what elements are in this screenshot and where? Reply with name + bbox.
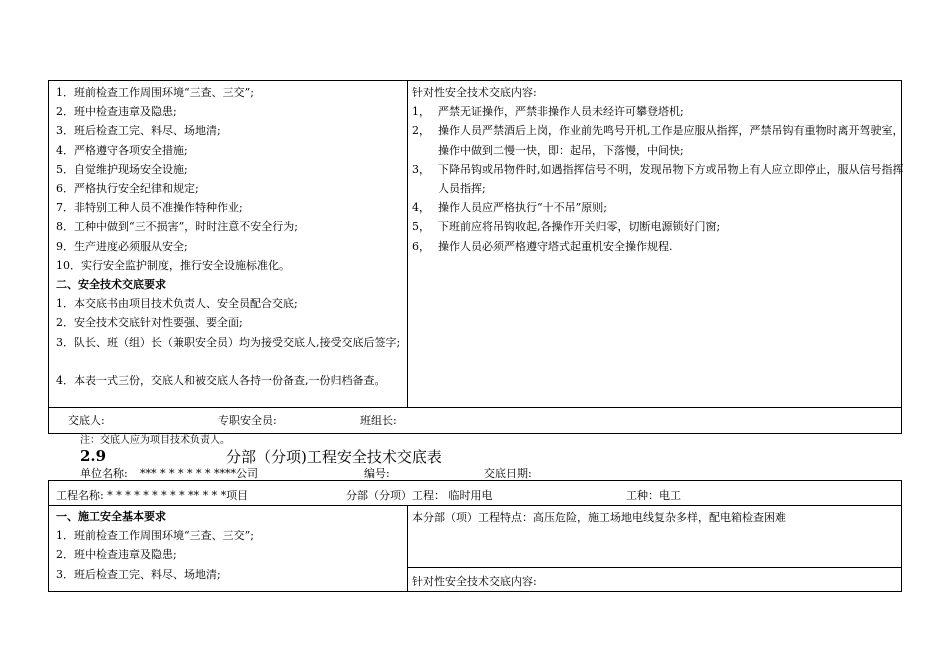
bottom-left-column xyxy=(56,507,254,584)
bottom-right-heading: 针对性安全技术交底内容: xyxy=(412,575,537,588)
subproject: 分部（分项）工程： 临时用电 xyxy=(346,489,493,502)
item-number: 3， xyxy=(412,162,430,176)
item-number: 4， xyxy=(412,201,430,215)
item-number: 2， xyxy=(412,124,430,138)
project-features: 本分部（项）工程特点：高压危险，施工场地电线复杂多样，配电箱检查困难 xyxy=(412,511,786,524)
list-item: 7．非特别工种人员不准操作特种作业; xyxy=(56,201,243,215)
section1-title: 一、施工安全基本要求 xyxy=(56,510,166,523)
top-left-column xyxy=(56,83,298,333)
list-item xyxy=(412,160,904,198)
form-title: 分部（分项)工程安全技术交底表 xyxy=(226,448,442,466)
unit-name-value: *** * * * * * * ****公司 xyxy=(140,467,258,480)
features-divider xyxy=(407,567,902,568)
list-item: 2．班中检查违章及隐患; xyxy=(56,548,177,562)
list-item: 1．班前检查工作周围环境“三查、三交”; xyxy=(56,529,254,543)
section2-title: 二、安全技术交底要求 xyxy=(56,278,166,292)
sign-row-divider xyxy=(48,407,902,408)
top-right-column xyxy=(412,83,904,256)
list-item: 8．工种中做到“三不损害”，时时注意不安全行为; xyxy=(56,220,298,234)
form-number: 2.9 xyxy=(80,447,107,465)
list-item: 2．安全技术交底针对性要强、要全面; xyxy=(56,316,243,330)
item-number: 1， xyxy=(412,105,430,119)
list-item: 1．班前检查工作周围环境“三查、三交”; xyxy=(56,86,254,99)
list-item: 4．严格遵守各项安全措施; xyxy=(56,143,188,157)
note: 注：交底人应为项目技术负责人。 xyxy=(80,435,230,446)
item-text: 操作人员严禁酒后上岗，作业前先鸣号开机,工作是应服从指挥，严禁吊钩有重物时离开驾驶室，操作中做到二慢一快，即：起吊，下落慢，中间快; xyxy=(438,124,904,157)
list-item xyxy=(412,102,904,121)
item-text: 操作人员应严格执行“十不吊”原则; xyxy=(438,201,607,215)
bottom-header-divider xyxy=(48,505,902,506)
list-item xyxy=(412,198,904,217)
list-item: 10．实行安全监护制度，推行安全设施标准化。 xyxy=(56,258,290,272)
list-item: 6．严格执行安全纪律和规定; xyxy=(56,182,199,196)
trade: 工种：电工 xyxy=(626,489,681,502)
right-heading: 针对性安全技术交底内容: xyxy=(412,86,537,99)
list-item xyxy=(412,217,904,236)
list-item: 3．班后检查工完、料尽、场地清; xyxy=(56,124,221,138)
date-label: 交底日期: xyxy=(484,467,532,480)
sign-team-leader: 班组长: xyxy=(360,414,397,427)
item-number: 6， xyxy=(412,239,430,253)
item-text: 下班前应将吊钩收起,各操作开关归零，切断电源锁好门窗; xyxy=(438,220,721,234)
item-text: 下降吊钩或吊物件时,如遇指挥信号不明，发现吊物下方或吊物上有人应立即停止，服从信号指挥人员指挥; xyxy=(438,162,904,196)
unit-name-label: 单位名称: xyxy=(80,467,128,480)
bottom-column-divider xyxy=(407,505,408,592)
item-text: 严禁无证操作，严禁非操作人员未经许可攀登塔机; xyxy=(438,105,684,119)
item-text: 操作人员必须严格遵守塔式起重机安全操作规程. xyxy=(438,239,673,253)
serial-label: 编号: xyxy=(364,467,390,480)
list-item: 2．班中检查违章及隐患; xyxy=(56,105,177,119)
project-name: 工程名称: * * * * * * * * * ** * * *项目 xyxy=(56,489,249,502)
list-item xyxy=(412,237,904,256)
section2-item-3: 3．队长、班（组）长（兼职安全员）均为接受交底人,接受交底后签字; xyxy=(56,336,401,349)
list-item: 5．自觉维护现场安全设施; xyxy=(56,162,188,176)
item-number: 5， xyxy=(412,220,430,234)
list-item: 3．班后检查工完、料尽、场地清; xyxy=(56,567,221,581)
section2-item-4: 4．本表一式三份，交底人和被交底人各持一份备查,一份归档备查。 xyxy=(56,374,386,387)
list-item: 1．本交底书由项目技术负责人、安全员配合交底; xyxy=(56,297,298,311)
sign-safety-officer: 专职安全员: xyxy=(218,414,277,427)
sign-discloser: 交底人: xyxy=(68,414,105,427)
list-item: 9．生产进度必须服从安全; xyxy=(56,239,188,253)
list-item xyxy=(412,121,904,159)
top-table-divider xyxy=(407,80,408,408)
